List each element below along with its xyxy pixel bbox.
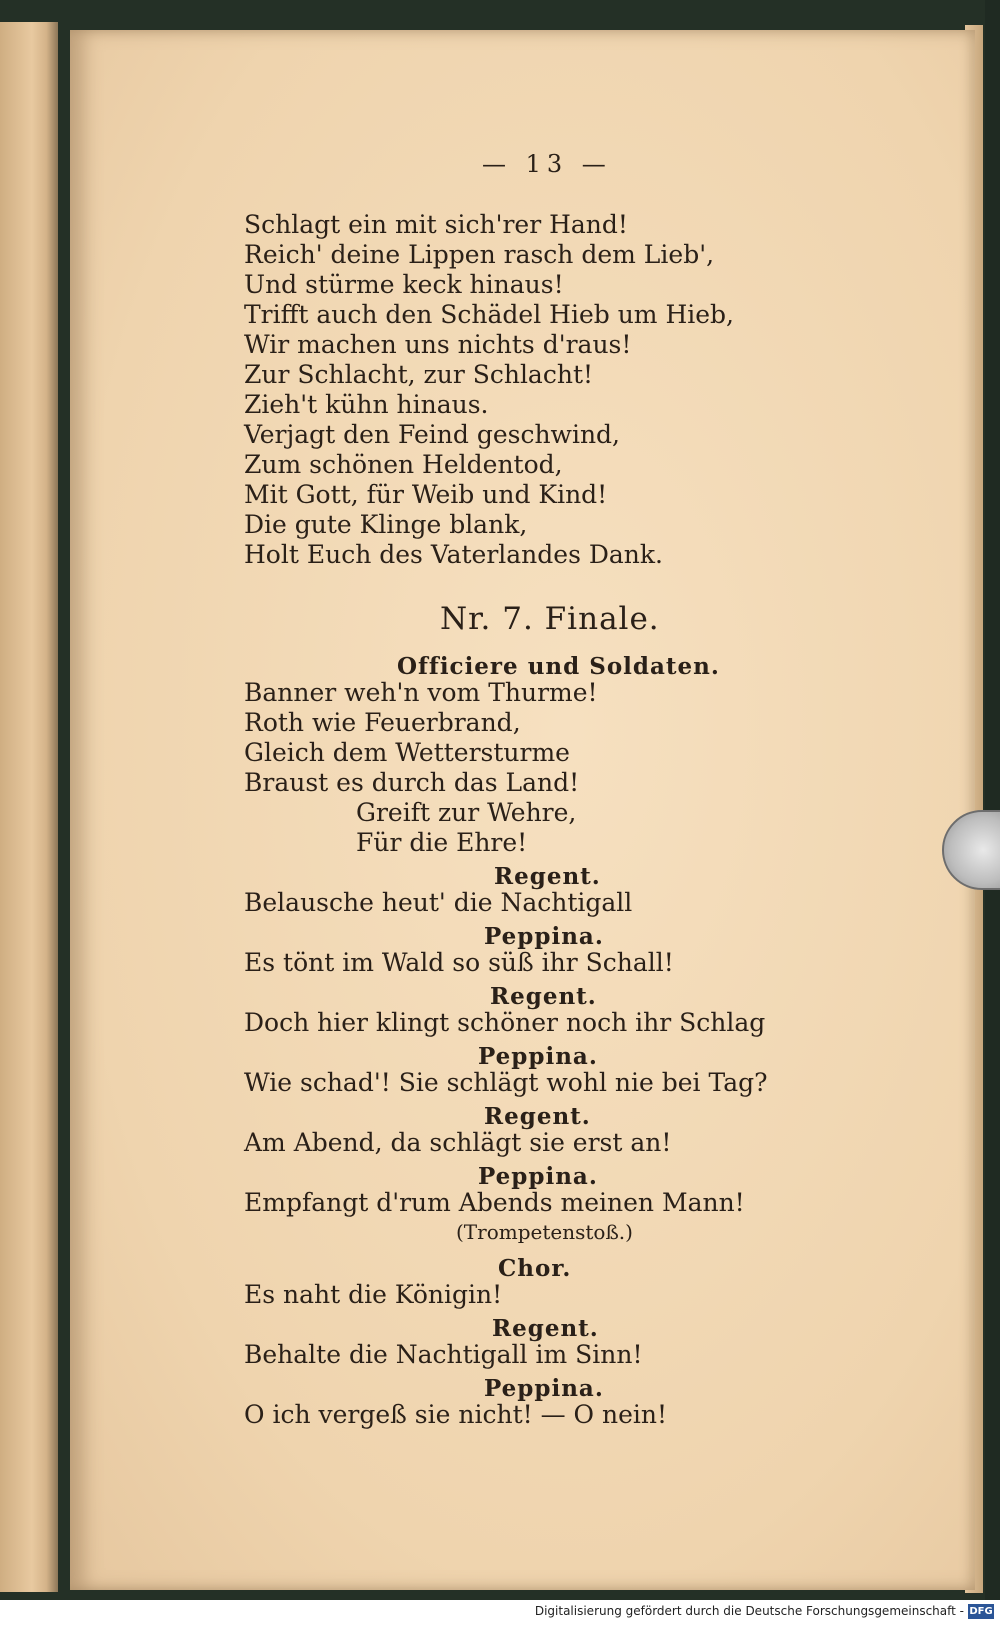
speaker-label: Regent. (484, 1103, 591, 1130)
verse-line: Banner weh'n vom Thurme! (244, 678, 598, 707)
verse-line: Doch hier klingt schöner noch ihr Schlag (244, 1008, 766, 1037)
speaker-label: Chor. (498, 1255, 572, 1282)
verse-line: Belausche heut' die Nachtigall (244, 888, 633, 917)
verse-line: Zur Schlacht, zur Schlacht! (244, 360, 594, 389)
verse-line: Die gute Klinge blank, (244, 510, 528, 539)
verse-line: Und stürme keck hinaus! (244, 270, 564, 299)
verse-line: Schlagt ein mit sich'rer Hand! (244, 210, 628, 239)
speaker-label: Regent. (490, 983, 597, 1010)
verse-line: Gleich dem Wettersturme (244, 738, 570, 767)
verse-line: Zieh't kühn hinaus. (244, 390, 489, 419)
speaker-label: Officiere und Soldaten. (397, 653, 720, 680)
verse-line: Empfangt d'rum Abends meinen Mann! (244, 1188, 745, 1217)
verse-line: Zum schönen Heldentod, (244, 450, 563, 479)
verse-line: Es naht die Königin! (244, 1280, 503, 1309)
verse-line: Holt Euch des Vaterlandes Dank. (244, 540, 663, 569)
section-heading: Nr. 7. Finale. (440, 601, 660, 637)
speaker-label: Regent. (494, 863, 601, 890)
verse-line: Verjagt den Feind geschwind, (244, 420, 621, 449)
speaker-label: Regent. (492, 1315, 599, 1342)
verse-line: Wie schad'! Sie schlägt wohl nie bei Tag? (244, 1068, 768, 1097)
verse-line: Wir machen uns nichts d'raus! (244, 330, 632, 359)
left-page-edge (0, 22, 58, 1592)
verse-line: Reich' deine Lippen rasch dem Lieb', (244, 240, 715, 269)
verse-line: Für die Ehre! (356, 828, 528, 857)
verse-line: Behalte die Nachtigall im Sinn! (244, 1340, 643, 1369)
digitization-credit: Digitalisierung gefördert durch die Deutsche Forschungsgemeinschaft - (534, 1604, 964, 1618)
verse-line: Greift zur Wehre, (356, 798, 577, 827)
speaker-label: Peppina. (484, 923, 604, 950)
verse-line: Roth wie Feuerbrand, (244, 708, 521, 737)
stage-direction: (Trompetenstoß.) (456, 1220, 633, 1244)
verse-line: Braust es durch das Land! (244, 768, 580, 797)
dfg-logo: DFG (969, 1606, 993, 1617)
verse-line: Am Abend, da schlägt sie erst an! (244, 1128, 672, 1157)
verse-line: Mit Gott, für Weib und Kind! (244, 480, 608, 509)
verse-line: Es tönt im Wald so süß ihr Schall! (244, 948, 674, 977)
speaker-label: Peppina. (478, 1163, 598, 1190)
speaker-label: Peppina. (478, 1043, 598, 1070)
verse-line: Trifft auch den Schädel Hieb um Hieb, (244, 300, 734, 329)
speaker-label: Peppina. (484, 1375, 604, 1402)
page-number: — 13 — (482, 150, 612, 178)
verse-line: O ich vergeß sie nicht! — O nein! (244, 1400, 668, 1429)
